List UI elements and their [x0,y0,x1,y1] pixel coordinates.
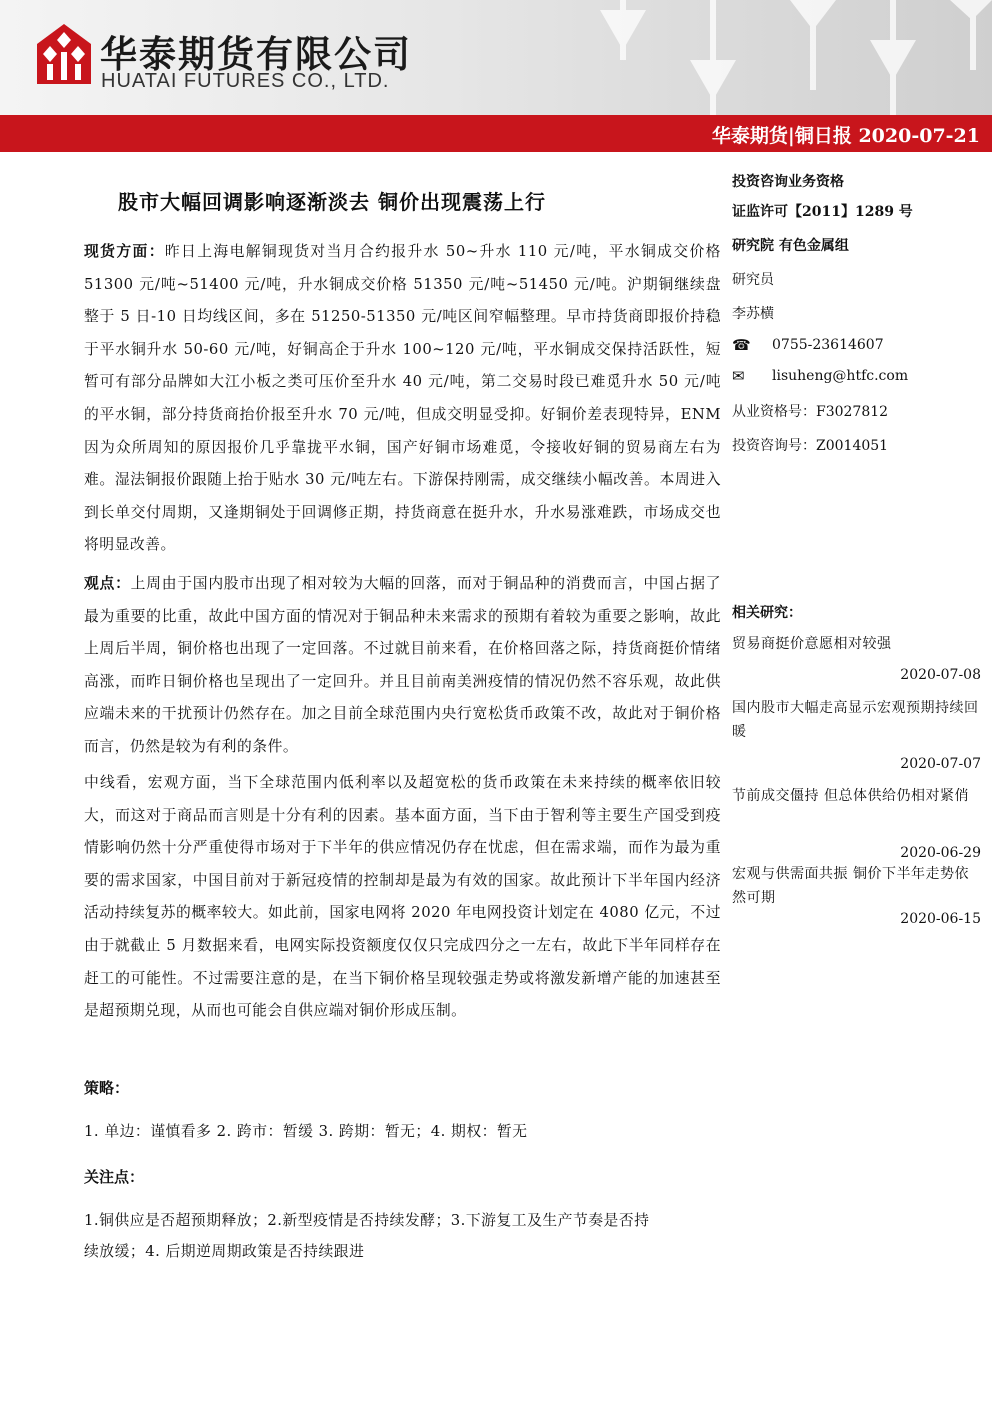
spot-label: 现货方面： [84,243,165,260]
view-label: 观点： [84,575,131,592]
banner-separator: | [787,125,795,147]
company-name-cn: 华泰期货有限公司 [100,33,412,76]
email-row [732,367,909,385]
report-banner [0,115,992,152]
consult-number: 投资咨询号：Z0014051 [732,438,889,454]
report-title: 股市大幅回调影响逐渐淡去 铜价出现震荡上行 [118,190,546,214]
related-item-title[interactable]: 宏观与供需面共振 铜价下半年走势依然可期 [732,866,969,906]
midterm-text: 中线看，宏观方面，当下全球范围内低利率以及超宽松的货币政策在未来持续的概率依旧较大，而这对于商品而言则是十分有利的因素。基本面方面，当下由于智利等主要生产国受到疫情影响仍然十分严重使得市场对于下半年的供应情况仍存在忧虑，但在需求端，而作为最为重要的需求国家，中国目前对于新冠疫情的控制却是最为有效的国家。故此预计下半年国内经济活动持续复苏的概率较大。如此前，国家电网将 2020 年电网投资计划定在 4080 亿元，不过由于就截止 5 月数据来看，电网实际投资额度仅仅只完成四分之一左右，故此下半年同样存在赶工的可能性。不过需要注意的是，在当下铜价格呈现较强走势或将激发新增产能的加速甚至是超预期兑现，从而也可能会自供应端对铜价形成压制。 [84,774,721,1020]
phone-number: 0755-23614607 [772,337,884,353]
author-name: 李苏横 [732,306,774,322]
report-banner-text [712,121,980,148]
focus-label: 关注点： [84,1168,145,1186]
author-role: 研究员 [732,272,774,288]
strategy-label: 策略： [84,1079,130,1097]
focus-line-1: 1.铜供应是否超预期释放；2.新型疫情是否持续发酵；3.下游复工及生产节奏是否持 [84,1212,650,1229]
related-item-title[interactable]: 节前成交僵持 但总体供给仍相对紧俏 [732,788,969,804]
phone-row [732,336,884,354]
phone-icon: ☎ [732,336,751,354]
view-paragraph [84,568,721,764]
email-address[interactable]: lisuheng@htfc.com [772,368,909,384]
spot-text: 昨日上海电解铜现货对当月合约报升水 50~升水 110 元/吨，平水铜成交价格 51300 元/吨~51400 元/吨，升水铜成交价格 51350 元/吨~51450 元/吨。沪期铜继续盘整于 5 日-10 日均线区间，多在 51250-51350 元/吨区间窄幅整理。早市持货商即报价持稳于平水铜升水 50-60 元/吨，好铜高企于升水 100~120 元/吨，平水铜成交保持活跃性，短暂可有部分品牌如大江小板之类可压价至升水 40 元/吨，第二交易时段已难觅升水 50 元/吨的平水铜，部分持货商抬价报至升水 70 元/吨，但成交明显受抑。好铜价差表现特异，ENM 因为众所周知的原因报价几乎靠拢平水铜，国产好铜市场难觅，令接收好铜的贸易商左右为难。湿法铜报价跟随上抬于贴水 30 元/吨左右。下游保持刚需，成交继续小幅改善。本周进入到长单交付周期，又逢期铜处于回调修正期，持货商意在挺升水，升水易涨难跌，市场成交也将明显改善。 [84,243,721,554]
view-text: 上周由于国内股市出现了相对较为大幅的回落，而对于铜品种的消费而言，中国占据了最为重要的比重，故此中国方面的情况对于铜品种未来需求的预期有着较为重要之影响，故此上周后半周，铜价格也出现了一定回落。不过就目前来看，在价格回落之际，持货商挺价情绪高涨，而昨日铜价格也呈现出了一定回升。并且目前南美洲疫情的情况仍然不容乐观，故此供应端未来的干扰预计仍然存在。加之目前全球范围内央行宽松货币政策不改，故此对于铜价格而言，仍然是较为有利的条件。 [84,575,721,755]
certificate-number: 从业资格号：F3027812 [732,404,889,420]
spot-paragraph [84,236,721,562]
license-number: 证监许可【2011】1289 号 [732,204,913,220]
related-item-date: 2020-07-08 [900,667,981,683]
institute-name: 研究院 有色金属组 [732,238,849,254]
strategy-text: 1. 单边：谨慎看多 2. 跨市：暂缓 3. 跨期：暂无；4. 期权：暂无 [84,1123,528,1140]
related-item-title[interactable]: 贸易商挺价意愿相对较强 [732,636,892,652]
qualification-title: 投资咨询业务资格 [732,174,844,190]
envelope-icon: ✉ [732,367,745,385]
related-item-date: 2020-06-29 [900,845,981,861]
midterm-paragraph [84,767,721,1028]
banner-date: 2020-07-21 [858,125,980,147]
company-name-en: HUATAI FUTURES CO., LTD. [101,70,390,92]
banner-brand: 华泰期货 [711,125,788,147]
company-logo-icon [35,22,93,86]
focus-line-2: 续放缓；4. 后期逆周期政策是否持续跟进 [84,1243,365,1260]
banner-report: 铜日报 [794,125,852,147]
related-research-title: 相关研究： [732,605,802,621]
page-header [0,0,992,115]
related-item-title[interactable]: 国内股市大幅走高显示宏观预期持续回暖 [732,700,979,740]
header-decoration-icon [560,0,992,115]
related-item-date: 2020-06-15 [900,911,981,927]
related-item-date: 2020-07-07 [900,756,981,772]
